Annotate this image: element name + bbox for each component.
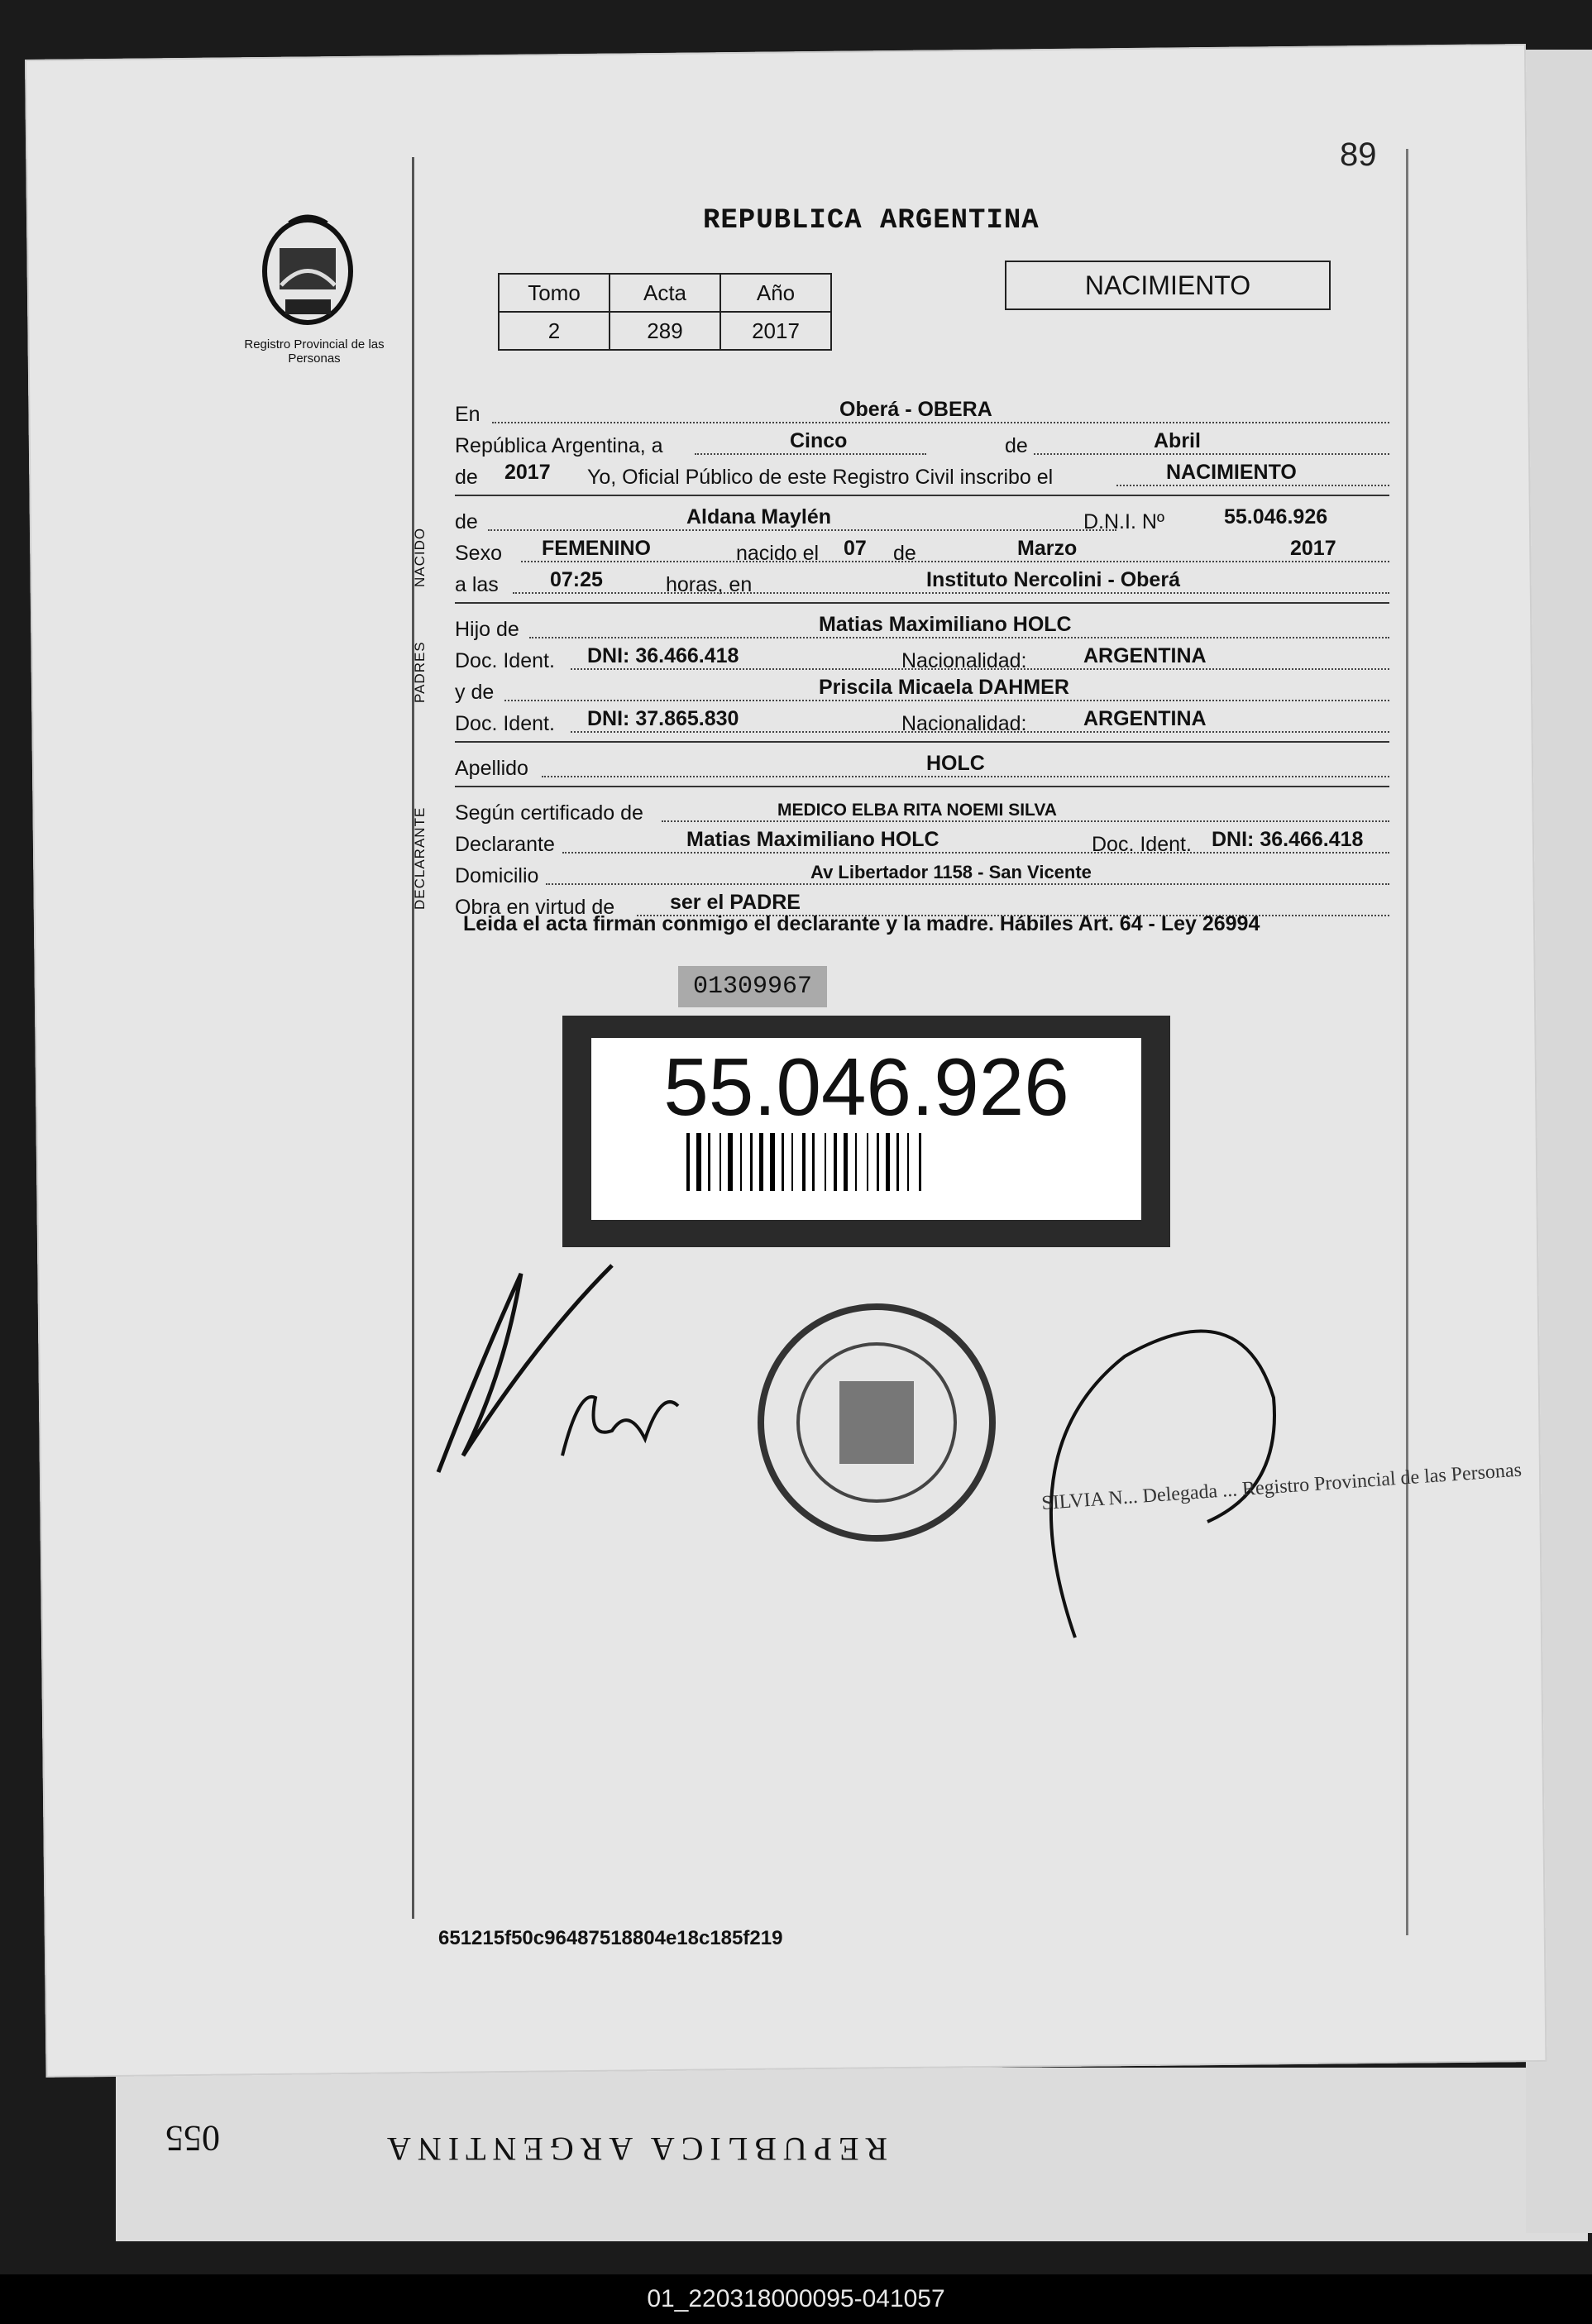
side-label-declarante: DECLARANTE (412, 806, 428, 910)
barcode-bar (740, 1133, 742, 1191)
document-title: REPUBLICA ARGENTINA (703, 205, 1040, 237)
row-apellido (455, 751, 1389, 781)
file-name-footer: 01_220318000095-041057 (0, 2274, 1592, 2324)
row-madre (455, 675, 1389, 705)
value-dni: 55.046.926 (1224, 505, 1328, 528)
value-madre-nac: ARGENTINA (1083, 707, 1207, 730)
label-sexo: Sexo (455, 542, 502, 565)
row-en (455, 397, 1389, 427)
value-inscribe: NACIMIENTO (1166, 461, 1297, 484)
dotted-line (562, 852, 1389, 854)
dotted-line (662, 820, 1389, 822)
label-doc-ident-2: Doc. Ident. (455, 712, 555, 735)
label-de-anio: de (455, 466, 478, 489)
label-doc-ident-3: Doc. Ident. (1092, 833, 1192, 856)
separator (455, 495, 1389, 496)
label-obra: Obra en virtud de (455, 896, 615, 919)
row-madre-doc (455, 706, 1389, 736)
dotted-line (571, 668, 1389, 670)
row-padre (455, 612, 1389, 642)
value-mes: Abril (1154, 429, 1201, 452)
side-label-padres: PADRES (412, 641, 428, 703)
barcode-bar (886, 1133, 890, 1191)
value-madre-doc: DNI: 37.865.830 (587, 707, 739, 730)
barcode-icon (686, 1133, 1050, 1191)
row-hora (455, 567, 1389, 597)
row-certificado (455, 796, 1389, 825)
barcode-bar (867, 1133, 868, 1191)
label-y-de: y de (455, 681, 495, 704)
barcode-bar (877, 1133, 879, 1191)
label-hijo-de: Hijo de (455, 618, 519, 641)
label-a-las: a las (455, 573, 499, 596)
value-lugar: Oberá - OBERA (839, 398, 992, 421)
signatures-and-seal (414, 1241, 1523, 1704)
value-tomo: 2 (499, 312, 610, 350)
separator (455, 786, 1389, 787)
label-domicilio: Domicilio (455, 864, 539, 887)
signature-madre-icon (562, 1397, 678, 1456)
label-nacionalidad: Nacionalidad: (901, 649, 1027, 672)
value-nombre: Aldana Maylén (686, 505, 832, 528)
barcode-bar (919, 1133, 921, 1191)
label-de-nombre: de (455, 510, 478, 533)
value-obra: ser el PADRE (670, 891, 801, 914)
label-apellido: Apellido (455, 757, 528, 780)
label-de: de (1005, 434, 1028, 457)
separator (455, 602, 1389, 604)
dotted-line (1116, 485, 1389, 486)
official-name-stamp: SILVIA N... Delegada ... Registro Provincial de las Personas (1040, 1459, 1523, 1514)
dotted-line (492, 422, 1389, 423)
dotted-line (521, 561, 1389, 562)
label-yo: Yo, Oficial Público de este Registro Civil inscribo el (587, 466, 1054, 489)
closing-statement: Leida el acta firman conmigo el declarante y la madre. Hábiles Art. 64 - Ley 26994 (463, 912, 1260, 935)
barcode-bar (720, 1133, 721, 1191)
value-sexo: FEMENINO (542, 537, 651, 560)
barcode-bar (708, 1133, 710, 1191)
label-republica: República Argentina, a (455, 434, 663, 457)
barcode-bar (770, 1133, 775, 1191)
record-table (498, 273, 832, 351)
dotted-line (546, 883, 1389, 885)
value-declarante: Matias Maximiliano HOLC (686, 828, 939, 851)
barcode-bar (802, 1133, 806, 1191)
page-number: 89 (1340, 136, 1377, 173)
row-domicilio (455, 858, 1389, 888)
label-segun: Según certificado de (455, 801, 643, 825)
record-type-box: NACIMIENTO (1005, 261, 1331, 310)
dotted-line (488, 529, 1116, 531)
label-de-mes: de (893, 542, 916, 565)
value-nac-dia: 07 (844, 537, 867, 560)
label-declarante: Declarante (455, 833, 555, 856)
barcode-bar (907, 1133, 909, 1191)
value-anio: 2017 (720, 312, 831, 350)
value-dia: Cinco (790, 429, 848, 452)
header-anio: Año (720, 274, 831, 312)
value-apellido: HOLC (926, 752, 985, 775)
value-nac-anio: 2017 (1290, 537, 1336, 560)
row-declarante (455, 827, 1389, 857)
row-nombre (455, 504, 1389, 534)
label-en: En (455, 403, 480, 426)
value-lugar-nac: Instituto Nercolini - Oberá (926, 568, 1180, 591)
label-nacido-el: nacido el (736, 542, 820, 565)
row-inscribe (455, 460, 1389, 490)
dotted-line (571, 731, 1389, 733)
logo-caption: Registro Provincial de las Personas (244, 337, 385, 366)
label-horas-en: horas, en (666, 573, 753, 596)
row-padre-doc (455, 643, 1389, 673)
signature-declarante-icon (438, 1265, 612, 1472)
barcode-bar (782, 1133, 784, 1191)
label-nacionalidad-2: Nacionalidad: (901, 712, 1027, 735)
value-acta: 289 (610, 312, 720, 350)
value-padre: Matias Maximiliano HOLC (819, 613, 1072, 636)
barcode-bar (728, 1133, 733, 1191)
value-certificado: MEDICO ELBA RITA NOEMI SILVA (777, 801, 1057, 820)
barcode-bar (759, 1133, 763, 1191)
barcode-bar (844, 1133, 848, 1191)
barcode-bar (750, 1133, 753, 1191)
value-madre: Priscila Micaela DAHMER (819, 676, 1069, 699)
barcode-bar (696, 1133, 701, 1191)
dotted-line (513, 592, 1389, 594)
value-padre-nac: ARGENTINA (1083, 644, 1207, 667)
header-acta: Acta (610, 274, 720, 312)
row-sexo (455, 536, 1389, 566)
value-anio: 2017 (504, 461, 551, 484)
barcode-bar (896, 1133, 899, 1191)
dotted-line (695, 453, 926, 455)
header-tomo: Tomo (499, 274, 610, 312)
label-doc-ident: Doc. Ident. (455, 649, 555, 672)
barcode-bar (812, 1133, 815, 1191)
side-label-nacido: NACIDO (412, 527, 428, 587)
value-declarante-doc: DNI: 36.466.418 (1212, 828, 1364, 851)
barcode-bar (834, 1133, 837, 1191)
value-hora: 07:25 (550, 568, 603, 591)
right-margin-line (1406, 149, 1408, 1935)
barcode-bar (791, 1133, 793, 1191)
value-nac-mes: Marzo (1017, 537, 1078, 560)
dotted-line (504, 700, 1389, 701)
dotted-line (1034, 453, 1389, 455)
value-domicilio: Av Libertador 1158 - San Vicente (810, 862, 1092, 882)
barcode-bar (855, 1133, 857, 1191)
dotted-line (529, 637, 1389, 638)
label-dni: D.N.I. Nº (1083, 510, 1165, 533)
sticker-dni-number: 55.046.926 (663, 1041, 1069, 1132)
value-padre-doc: DNI: 36.466.418 (587, 644, 739, 667)
barcode-bar (686, 1133, 690, 1191)
barcode-bar (825, 1133, 826, 1191)
document-hash: 651215f50c96487518804e18c185f219 (438, 1927, 783, 1949)
control-number: 01309967 (678, 966, 827, 1007)
underlying-page-number: 055 (165, 2118, 220, 2159)
underlying-page-title: REPUBLICA ARGENTINA (380, 2130, 888, 2168)
province-coat-of-arms-icon (256, 207, 360, 331)
dotted-line (542, 776, 1389, 777)
separator (455, 741, 1389, 743)
row-fecha (455, 428, 1389, 458)
